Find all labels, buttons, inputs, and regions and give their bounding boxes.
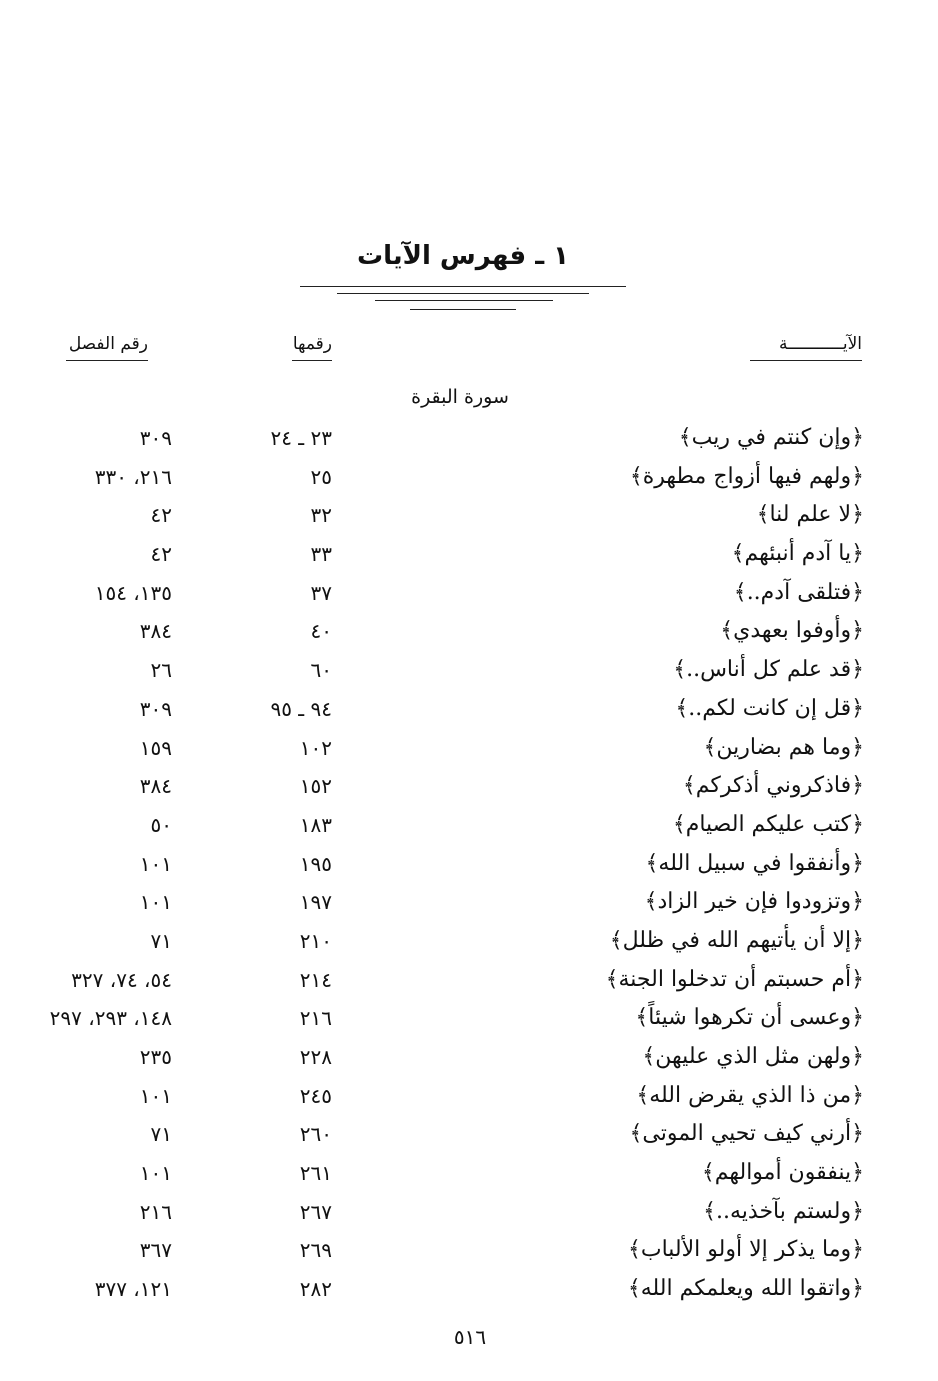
verse-number: ٢١٠ [299,928,332,953]
verse-number: ٣٧ [310,580,332,605]
chapter-number: ٢٦ [150,658,172,683]
verse-number: ١٠٢ [299,735,332,760]
verse-number: ٢٦٠ [299,1122,332,1147]
table-row [0,1154,938,1193]
verse-text: ﴿لا علم لنا﴾ [756,502,864,528]
verse-number: ٢١٦ [299,1006,332,1031]
table-row [0,961,938,1000]
column-header-number-label: رقمها [292,334,332,354]
chapter-number: ٢١٦، ٣٣٠ [94,464,172,489]
verse-number: ١٨٣ [299,812,332,837]
table-row [0,883,938,922]
table-row [0,651,938,690]
table-row [0,767,938,806]
table-row [0,1038,938,1077]
verse-number: ٦٠ [310,658,332,683]
table-row [0,1270,938,1309]
column-header-verse [750,330,862,361]
table-row [0,535,938,574]
chapter-number: ٣٨٤ [139,774,172,799]
table-row [0,729,938,768]
table-row [0,1115,938,1154]
verse-text: ﴿إلا أن يأتيهم الله في ظلل﴾ [609,927,864,953]
verse-number: ١٥٢ [299,774,332,799]
column-header-verse-label: الآيـــــــــــة [778,334,862,354]
column-header-chapter-label: رقم الفصل [68,334,148,354]
chapter-number: ١٠١ [139,851,172,876]
verse-text: ﴿وإن كنتم في ريب﴾ [678,425,864,450]
verse-text: ﴿فتلقى آدم..﴾ [733,579,864,605]
verse-number: ٢٥ [310,464,332,489]
verse-number: ٤٠ [310,619,332,644]
verse-text: ﴿وما هم بضارين﴾ [703,734,864,760]
surah-heading: سورة البقرة [411,386,509,408]
column-header-chapter-underline [66,360,148,361]
verse-text: ﴿وتزودوا فإن خير الزاد﴾ [644,889,864,915]
page-number: ٥١٦ [453,1325,487,1349]
verse-text: ﴿ينفقون أموالهم﴾ [701,1160,864,1186]
verse-number: ٢٣ ـ ٢٤ [270,426,332,450]
verse-number: ١٩٧ [299,890,332,915]
verse-text: ﴿وأوفوا بعهدي﴾ [720,618,864,644]
verse-text: ﴿فاذكروني أذكركم﴾ [682,773,864,799]
verse-text: ﴿واتقوا الله ويعلمكم الله﴾ [627,1276,864,1302]
title-rule-4 [410,309,516,310]
verse-text: ﴿يا آدم أنبئهم﴾ [731,541,864,567]
verse-text: ﴿أم حسبتم أن تدخلوا الجنة﴾ [605,966,864,992]
verse-number: ٢٤٥ [299,1083,332,1108]
column-header-number-underline [292,360,332,361]
chapter-number: ١٢١، ٣٧٧ [94,1277,172,1302]
verse-text: ﴿ولهن مثل الذي عليهن﴾ [642,1044,864,1069]
table-row [0,458,938,497]
title-rule-1 [300,286,626,287]
verse-number: ٢٢٨ [299,1045,332,1069]
table-row [0,845,938,884]
chapter-number: ٣٦٧ [139,1238,172,1263]
table-row [0,1077,938,1116]
column-header-verse-underline [750,360,862,361]
table-row [0,806,938,845]
chapter-number: ١٠١ [139,890,172,915]
index-title: ١ ـ فهرس الآيات [356,241,570,271]
verse-text: ﴿قل إن كانت لكم..﴾ [675,695,864,721]
table-row [0,574,938,613]
chapter-number: ١٣٥، ١٥٤ [94,580,172,605]
chapter-number: ٥٠ [150,812,172,837]
verse-text: ﴿ولستم بآخذيه..﴾ [703,1198,864,1224]
chapter-number: ٥٤، ٧٤، ٣٢٧ [71,967,172,992]
chapter-number: ١٥٩ [139,735,172,760]
table-row [0,1231,938,1270]
chapter-number: ٧١ [150,928,172,953]
verse-number: ٢١٤ [299,967,332,992]
verse-text: ﴿وما يذكر إلا أولو الألباب﴾ [627,1237,864,1263]
verse-text: ﴿قد علم كل أناس..﴾ [673,657,864,683]
chapter-number: ٧١ [150,1122,172,1147]
verse-text: ﴿كتب عليكم الصيام﴾ [672,811,864,837]
chapter-number: ١٠١ [139,1161,172,1186]
verse-number: ٢٦٩ [299,1238,332,1263]
verse-text: ﴿وعسى أن تكرهوا شيئاً﴾ [635,1005,864,1031]
title-rule-2 [337,293,589,294]
verse-number: ٢٨٢ [299,1277,332,1302]
verse-number: ٢٦٧ [299,1199,332,1224]
chapter-number: ١٤٨، ٢٩٣، ٢٩٧ [49,1006,172,1031]
chapter-number: ١٠١ [139,1083,172,1108]
verse-number: ٢٦١ [299,1161,332,1186]
verse-index-table [0,419,938,1309]
table-row [0,922,938,961]
chapter-number: ٢١٦ [139,1199,172,1224]
verse-number: ١٩٥ [299,851,332,876]
verse-text: ﴿أرني كيف تحيي الموتى﴾ [629,1121,864,1147]
chapter-number: ٤٢ [150,542,172,567]
chapter-number: ٣٠٩ [139,426,172,450]
table-row [0,1193,938,1232]
column-header-chapter [66,330,148,361]
table-row [0,690,938,729]
table-row [0,612,938,651]
verse-text: ﴿وأنفقوا في سبيل الله﴾ [645,850,864,876]
column-header-number [292,330,332,361]
table-row [0,419,938,458]
title-rule-3 [375,300,553,301]
verse-text: ﴿ولهم فيها أزواج مطهرة﴾ [629,463,864,489]
table-row [0,496,938,535]
chapter-number: ٤٢ [150,503,172,528]
chapter-number: ٣٠٩ [139,696,172,721]
chapter-number: ٢٣٥ [139,1045,172,1069]
table-row [0,999,938,1038]
verse-number: ٣٢ [310,503,332,528]
chapter-number: ٣٨٤ [139,619,172,644]
verse-number: ٣٣ [310,542,332,567]
verse-number: ٩٤ ـ ٩٥ [270,696,332,721]
verse-text: ﴿من ذا الذي يقرض الله﴾ [636,1082,864,1108]
